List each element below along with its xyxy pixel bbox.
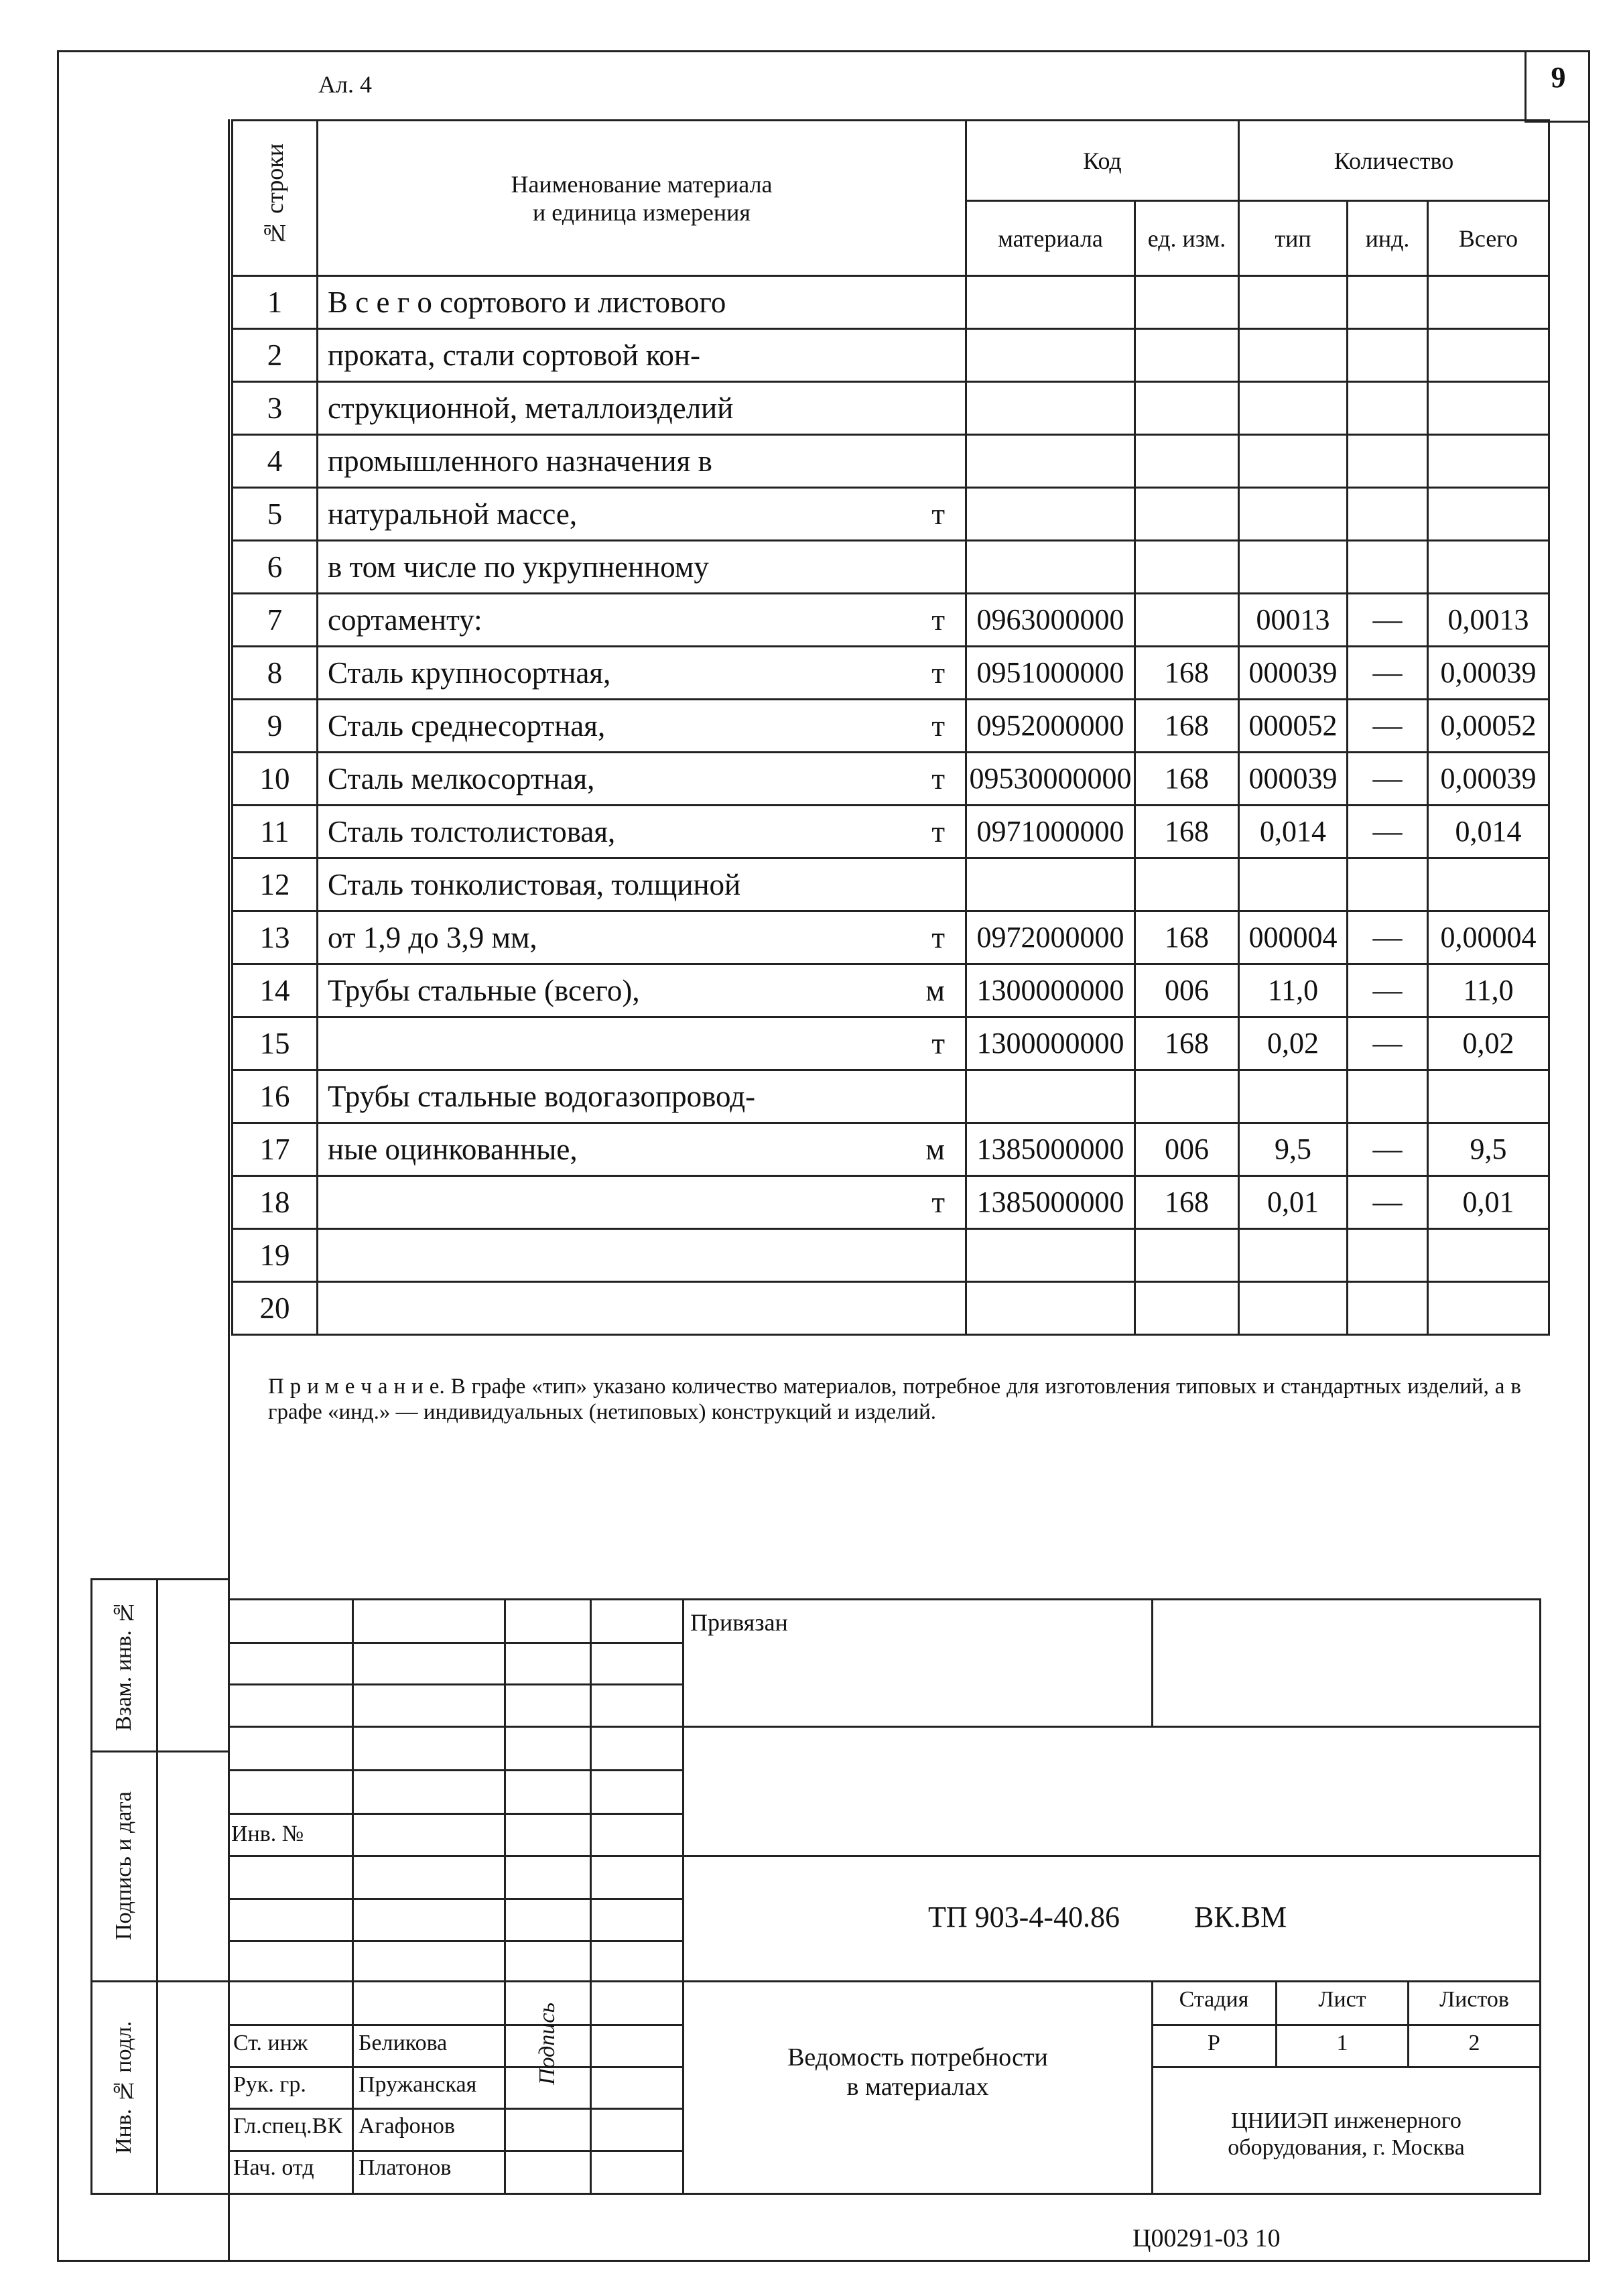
- row-ind: —: [1348, 1176, 1428, 1229]
- row-unit-code: [1135, 594, 1239, 647]
- row-unit-code: 168: [1135, 911, 1239, 964]
- grid-v3: [590, 1598, 592, 2193]
- side-divider-1: [90, 1750, 230, 1752]
- row-unit-code: [1135, 329, 1239, 382]
- row-name-text: Сталь крупносортная,: [328, 656, 611, 690]
- header-material-code: материала: [966, 201, 1135, 276]
- row-typ: 0,02: [1239, 1017, 1348, 1070]
- side-outer-line: [90, 1578, 92, 2195]
- row-name-text: проката, стали сортовой кон-: [328, 338, 700, 372]
- side-bottom-line: [90, 2193, 230, 2195]
- row-unit: м: [925, 974, 945, 1007]
- row-material-code: [966, 1282, 1135, 1335]
- signer-role: Гл.спец.ВК: [233, 2114, 342, 2139]
- row-total: [1428, 541, 1549, 594]
- organization: ЦНИИЭП инженерного оборудования, г. Москва: [1228, 2108, 1465, 2160]
- row-typ: 00013: [1239, 594, 1348, 647]
- header-unit-code: ед. изм.: [1135, 201, 1239, 276]
- side-label-inv-podl: Инв. № подл.: [111, 2021, 136, 2155]
- row-unit-code: 168: [1135, 647, 1239, 700]
- row-number: 3: [233, 382, 318, 435]
- row-total: 0,00052: [1428, 700, 1549, 753]
- table-row: [233, 329, 1549, 382]
- row-material-code: [966, 276, 1135, 329]
- row-name: [318, 435, 966, 488]
- row-unit: м: [925, 1133, 945, 1166]
- grid-h3: [228, 1726, 1541, 1728]
- row-name-text: Сталь среднесортная,: [328, 709, 606, 743]
- row-typ: [1239, 1229, 1348, 1282]
- row-total: [1428, 276, 1549, 329]
- side-divider-2: [90, 1980, 230, 1982]
- header-quantity: Количество: [1239, 121, 1549, 201]
- table-row: [233, 647, 1549, 700]
- side-label-vzam: Взам. инв. №: [111, 1599, 136, 1732]
- row-name: [318, 858, 966, 911]
- row-unit-code: [1135, 488, 1239, 541]
- row-ind: [1348, 435, 1428, 488]
- row-material-code: [966, 858, 1135, 911]
- signer-role: Ст. инж: [233, 2031, 308, 2055]
- row-unit-code: [1135, 435, 1239, 488]
- row-name-text: ные оцинкованные,: [328, 1133, 578, 1166]
- row-material-code: 0963000000: [966, 594, 1135, 647]
- table-row: [233, 594, 1549, 647]
- header-typ: тип: [1239, 201, 1348, 276]
- row-name: [318, 1176, 966, 1229]
- row-ind: [1348, 1229, 1428, 1282]
- sheets-value: 2: [1468, 2031, 1480, 2055]
- row-total: [1428, 435, 1549, 488]
- stage-value: Р: [1208, 2031, 1220, 2055]
- row-typ: [1239, 276, 1348, 329]
- row-name-text: сортаменту:: [328, 603, 482, 637]
- row-ind: —: [1348, 700, 1428, 753]
- row-name: [318, 594, 966, 647]
- grid-h12: [228, 2108, 684, 2110]
- row-name-text: в том числе по укрупненному: [328, 550, 709, 584]
- row-name-text: Трубы стальные (всего),: [328, 974, 640, 1007]
- header-row-number: № строки: [233, 121, 318, 276]
- row-typ: 9,5: [1239, 1123, 1348, 1176]
- signer-role: Рук. гр.: [233, 2072, 306, 2097]
- row-material-code: 09530000000: [966, 753, 1135, 806]
- table-row: [233, 1282, 1549, 1335]
- table-row: [233, 911, 1549, 964]
- row-name: [318, 964, 966, 1017]
- row-typ: [1239, 329, 1348, 382]
- row-name-text: натуральной массе,: [328, 497, 578, 531]
- row-total: 9,5: [1428, 1123, 1549, 1176]
- row-number: 9: [233, 700, 318, 753]
- row-name: [318, 382, 966, 435]
- row-typ: [1239, 488, 1348, 541]
- row-ind: [1348, 276, 1428, 329]
- stamp-bottom-line: [228, 2193, 1541, 2195]
- doc-code: ТП 903-4-40.86: [928, 1901, 1120, 1933]
- stage-head-line: [1151, 2024, 1541, 2026]
- row-unit-code: [1135, 1070, 1239, 1123]
- row-number: 13: [233, 911, 318, 964]
- table-row: [233, 1017, 1549, 1070]
- row-typ: [1239, 1070, 1348, 1123]
- row-total: 0,00039: [1428, 753, 1549, 806]
- stamp-right-line: [1539, 1598, 1541, 2195]
- row-total: [1428, 382, 1549, 435]
- row-typ: 000039: [1239, 647, 1348, 700]
- row-number: 1: [233, 276, 318, 329]
- row-material-code: [966, 382, 1135, 435]
- table-row: [233, 382, 1549, 435]
- row-unit: т: [931, 656, 945, 690]
- row-unit-code: 168: [1135, 806, 1239, 858]
- grid-h13: [228, 2150, 684, 2152]
- signer-role: Нач. отд: [233, 2155, 314, 2180]
- privyazan-label: Привязан: [690, 1609, 788, 1636]
- row-typ: 0,014: [1239, 806, 1348, 858]
- row-unit-code: [1135, 276, 1239, 329]
- side-label-podpis: Подпись и дата: [111, 1791, 136, 1941]
- row-name-text: Трубы стальные водогазопровод-: [328, 1080, 756, 1113]
- grid-h5: [228, 1813, 684, 1815]
- row-unit-code: 168: [1135, 700, 1239, 753]
- row-ind: —: [1348, 647, 1428, 700]
- row-number: 7: [233, 594, 318, 647]
- row-name: [318, 1123, 966, 1176]
- row-name: [318, 1229, 966, 1282]
- signer-name: Агафонов: [359, 2114, 455, 2139]
- row-typ: 11,0: [1239, 964, 1348, 1017]
- row-ind: [1348, 382, 1428, 435]
- row-typ: [1239, 435, 1348, 488]
- row-number: 19: [233, 1229, 318, 1282]
- row-material-code: [966, 488, 1135, 541]
- row-name-text: струкционной, металлоизделий: [328, 391, 734, 425]
- table-row: [233, 753, 1549, 806]
- row-material-code: 0952000000: [966, 700, 1135, 753]
- header-total: Всего: [1428, 201, 1549, 276]
- grid-v2: [504, 1598, 506, 2193]
- table-row: [233, 488, 1549, 541]
- row-name: [318, 1282, 966, 1335]
- row-unit: т: [931, 709, 945, 743]
- grid-h11: [228, 2066, 684, 2068]
- row-number: 11: [233, 806, 318, 858]
- table-row: [233, 964, 1549, 1017]
- row-total: 0,02: [1428, 1017, 1549, 1070]
- row-unit-code: 168: [1135, 1017, 1239, 1070]
- row-unit-code: [1135, 1282, 1239, 1335]
- row-unit-code: 006: [1135, 1123, 1239, 1176]
- grid-h10: [228, 2024, 684, 2026]
- table-row: [233, 1229, 1549, 1282]
- row-unit: т: [931, 1027, 945, 1060]
- sheet-label: Лист: [1318, 1987, 1366, 2012]
- header-name: Наименование материала и единица измерения: [318, 121, 966, 276]
- row-typ: 000004: [1239, 911, 1348, 964]
- grid-h1: [228, 1642, 684, 1644]
- grid-h6: [228, 1855, 1541, 1857]
- row-number: 15: [233, 1017, 318, 1070]
- row-unit: т: [931, 921, 945, 954]
- row-total: 0,01: [1428, 1176, 1549, 1229]
- signer-name: Пружанская: [359, 2072, 477, 2097]
- row-typ: 000052: [1239, 700, 1348, 753]
- row-material-code: 1385000000: [966, 1176, 1135, 1229]
- row-total: 11,0: [1428, 964, 1549, 1017]
- row-number: 12: [233, 858, 318, 911]
- row-unit: т: [931, 1186, 945, 1219]
- row-unit-code: [1135, 1229, 1239, 1282]
- row-name: [318, 700, 966, 753]
- row-material-code: 1300000000: [966, 1017, 1135, 1070]
- doc-mark: ВК.ВМ: [1194, 1901, 1287, 1933]
- row-material-code: [966, 329, 1135, 382]
- row-typ: [1239, 541, 1348, 594]
- row-number: 20: [233, 1282, 318, 1335]
- row-number: 5: [233, 488, 318, 541]
- table-row: [233, 858, 1549, 911]
- row-number: 10: [233, 753, 318, 806]
- row-ind: —: [1348, 594, 1428, 647]
- row-total: [1428, 858, 1549, 911]
- row-material-code: [966, 1070, 1135, 1123]
- document-title: Ведомость потребности в материалах: [787, 2043, 1048, 2101]
- materials-table: [231, 119, 1550, 1336]
- table-row: [233, 276, 1549, 329]
- grid-h2: [228, 1683, 684, 1685]
- row-material-code: [966, 1229, 1135, 1282]
- signer-name: Беликова: [359, 2031, 448, 2055]
- row-ind: —: [1348, 806, 1428, 858]
- footer-code: Ц00291-03 10: [1132, 2224, 1281, 2252]
- table-row: [233, 435, 1549, 488]
- row-ind: [1348, 858, 1428, 911]
- row-unit-code: [1135, 541, 1239, 594]
- row-ind: [1348, 1282, 1428, 1335]
- row-ind: [1348, 488, 1428, 541]
- row-number: 16: [233, 1070, 318, 1123]
- row-material-code: 0972000000: [966, 911, 1135, 964]
- row-number: 2: [233, 329, 318, 382]
- row-name: [318, 753, 966, 806]
- row-total: [1428, 1282, 1549, 1335]
- privyazan-divider: [1151, 1598, 1153, 1726]
- row-ind: [1348, 541, 1428, 594]
- row-name: [318, 911, 966, 964]
- header-ind: инд.: [1348, 201, 1428, 276]
- row-unit: т: [931, 815, 945, 848]
- side-top-line: [90, 1578, 230, 1580]
- row-typ: [1239, 1282, 1348, 1335]
- row-typ: 000039: [1239, 753, 1348, 806]
- inv-no-label: Инв. №: [231, 1822, 304, 1846]
- row-name-text: Сталь мелкосортная,: [328, 762, 595, 795]
- row-ind: [1348, 1070, 1428, 1123]
- table-row: [233, 541, 1549, 594]
- stamp-top-line: [228, 1598, 1541, 1600]
- row-total: 0,014: [1428, 806, 1549, 858]
- row-name-text: Сталь тонколистовая, толщиной: [328, 868, 741, 901]
- grid-h8: [228, 1940, 684, 1942]
- row-unit: т: [931, 603, 945, 637]
- row-name-text: от 1,9 до 3,9 мм,: [328, 921, 537, 954]
- sheet-value: 1: [1336, 2031, 1348, 2055]
- row-unit: т: [931, 762, 945, 795]
- row-total: [1428, 1229, 1549, 1282]
- row-name: [318, 1017, 966, 1070]
- grid-h4: [228, 1769, 684, 1771]
- table-row: [233, 806, 1549, 858]
- header-code: Код: [966, 121, 1239, 201]
- row-name-text: В с е г о сортового и листового: [328, 285, 726, 319]
- grid-h9: [228, 1980, 1541, 1982]
- sign-label: Подпись: [535, 2002, 560, 2086]
- row-name: [318, 1070, 966, 1123]
- row-total: 0,0013: [1428, 594, 1549, 647]
- row-unit-code: 168: [1135, 753, 1239, 806]
- row-name: [318, 541, 966, 594]
- row-name-text: Сталь толстолистовая,: [328, 815, 616, 848]
- row-material-code: 0971000000: [966, 806, 1135, 858]
- row-total: 0,00004: [1428, 911, 1549, 964]
- row-total: [1428, 1070, 1549, 1123]
- note-text: П р и м е ч а н и е. В графе «тип» указано количество материалов, потребное для изготовления типовых и стандартных изделий, а в графе «инд.» — индивидуальных (нетиповых) конструкций и изделий.: [268, 1375, 1521, 1424]
- row-number: 6: [233, 541, 318, 594]
- row-unit-code: [1135, 858, 1239, 911]
- page-number: 9: [1551, 61, 1566, 94]
- row-unit-code: 168: [1135, 1176, 1239, 1229]
- row-ind: [1348, 329, 1428, 382]
- row-number: 14: [233, 964, 318, 1017]
- row-unit-code: 006: [1135, 964, 1239, 1017]
- row-name: [318, 647, 966, 700]
- row-number: 17: [233, 1123, 318, 1176]
- row-name: [318, 806, 966, 858]
- row-ind: —: [1348, 911, 1428, 964]
- row-number: 8: [233, 647, 318, 700]
- table-row: [233, 1176, 1549, 1229]
- table-row: [233, 700, 1549, 753]
- row-ind: —: [1348, 1123, 1428, 1176]
- row-total: 0,00039: [1428, 647, 1549, 700]
- row-ind: —: [1348, 753, 1428, 806]
- row-number: 4: [233, 435, 318, 488]
- grid-v1: [352, 1598, 354, 2193]
- row-ind: —: [1348, 1017, 1428, 1070]
- row-material-code: [966, 541, 1135, 594]
- row-ind: —: [1348, 964, 1428, 1017]
- row-unit: т: [931, 497, 945, 531]
- side-inner-line: [156, 1578, 158, 2195]
- row-unit-code: [1135, 382, 1239, 435]
- row-typ: 0,01: [1239, 1176, 1348, 1229]
- signer-name: Платонов: [359, 2155, 452, 2180]
- grid-v4: [682, 1598, 684, 2193]
- table-row: [233, 1123, 1549, 1176]
- row-total: [1428, 329, 1549, 382]
- sheet-code: Ал. 4: [318, 71, 372, 98]
- grid-h7: [228, 1898, 684, 1900]
- row-typ: [1239, 382, 1348, 435]
- row-total: [1428, 488, 1549, 541]
- row-material-code: 0951000000: [966, 647, 1135, 700]
- row-name: [318, 488, 966, 541]
- row-name: [318, 276, 966, 329]
- row-material-code: [966, 435, 1135, 488]
- row-name: [318, 329, 966, 382]
- row-name-text: промышленного назначения в: [328, 444, 712, 478]
- row-material-code: 1300000000: [966, 964, 1135, 1017]
- table-row: [233, 1070, 1549, 1123]
- row-material-code: 1385000000: [966, 1123, 1135, 1176]
- row-number: 18: [233, 1176, 318, 1229]
- stage-label: Стадия: [1179, 1987, 1249, 2012]
- row-typ: [1239, 858, 1348, 911]
- stage-value-line: [1151, 2066, 1541, 2068]
- sheets-label: Листов: [1439, 1987, 1509, 2012]
